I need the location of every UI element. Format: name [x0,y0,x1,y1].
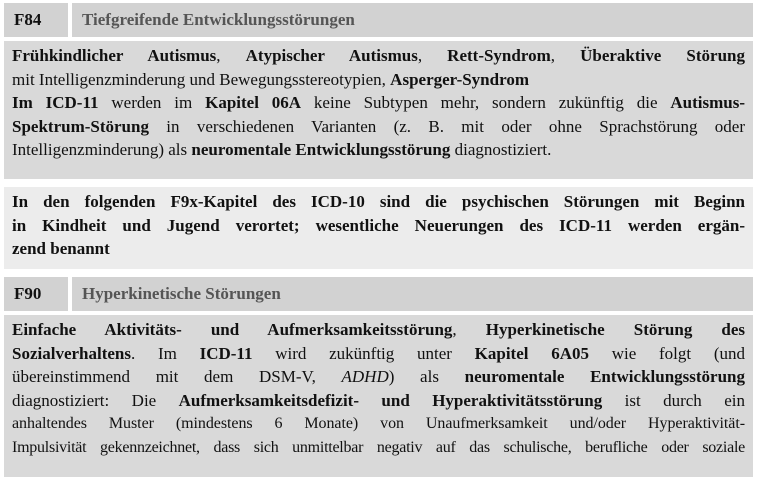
body-line: mit Intelligenzminderung und Bewegungsstereotypien, Asperger-Syndrom [12,69,529,89]
body-line: Spektrum-Störung in verschiedenen Varianten (z. B. mit oder ohne Sprachstörung oder [12,116,745,136]
body-line: diagnostiziert: Die Aufmerksamkeitsdefizit- und Hyperaktivitätsstörung ist durch ein [12,390,745,410]
section-title: Tiefgreifende Entwicklungsstörungen [82,10,355,29]
body-line: Intelligenzminderung) als neuromentale Entwicklungsstörung diagnostiziert. [12,140,552,159]
body-line: Sozialverhaltens. Im ICD-11 wird zukünftig unter Kapitel 6A05 wie folgt (und [12,343,745,363]
section-header-f84 [4,3,753,37]
note-box [4,187,753,269]
section-body-f84 [4,41,753,179]
body-line: übereinstimmend mit dem DSM-V, ADHD) als neuromentale Entwicklungsstörung [12,367,745,386]
note-line: in Kindheit und Jugend verortet; wesentliche Neuerungen des ICD-11 werden ergän- [12,215,745,235]
section-header-f90 [4,277,753,311]
body-line: Impulsivität gekennzeichnet, dass sich unmittelbar negativ auf das schulische, berufliche oder soziale [12,438,745,456]
section-body-f90 [4,315,753,477]
note-line: In den folgenden F9x-Kapitel des ICD-10 sind die psychischen Störungen mit Beginn [12,192,745,211]
section-code: F90 [4,277,72,311]
section-code: F84 [4,3,72,37]
note-line: zend benannt [12,239,110,258]
body-line: anhaltendes Muster (mindestens 6 Monate) von Unaufmerksamkeit und/oder Hyperaktivität- [12,415,745,432]
body-line: Frühkindlicher Autismus, Atypischer Autismus, Rett-Syndrom, Überaktive Störung [12,46,745,65]
body-line: Im ICD-11 werden im Kapitel 06A keine Subtypen mehr, sondern zukünftig die Autismus- [12,93,745,112]
section-title: Hyperkinetische Störungen [82,284,281,303]
body-line: Einfache Aktivitäts- und Aufmerksamkeitsstörung, Hyperkinetische Störung des [12,320,745,339]
